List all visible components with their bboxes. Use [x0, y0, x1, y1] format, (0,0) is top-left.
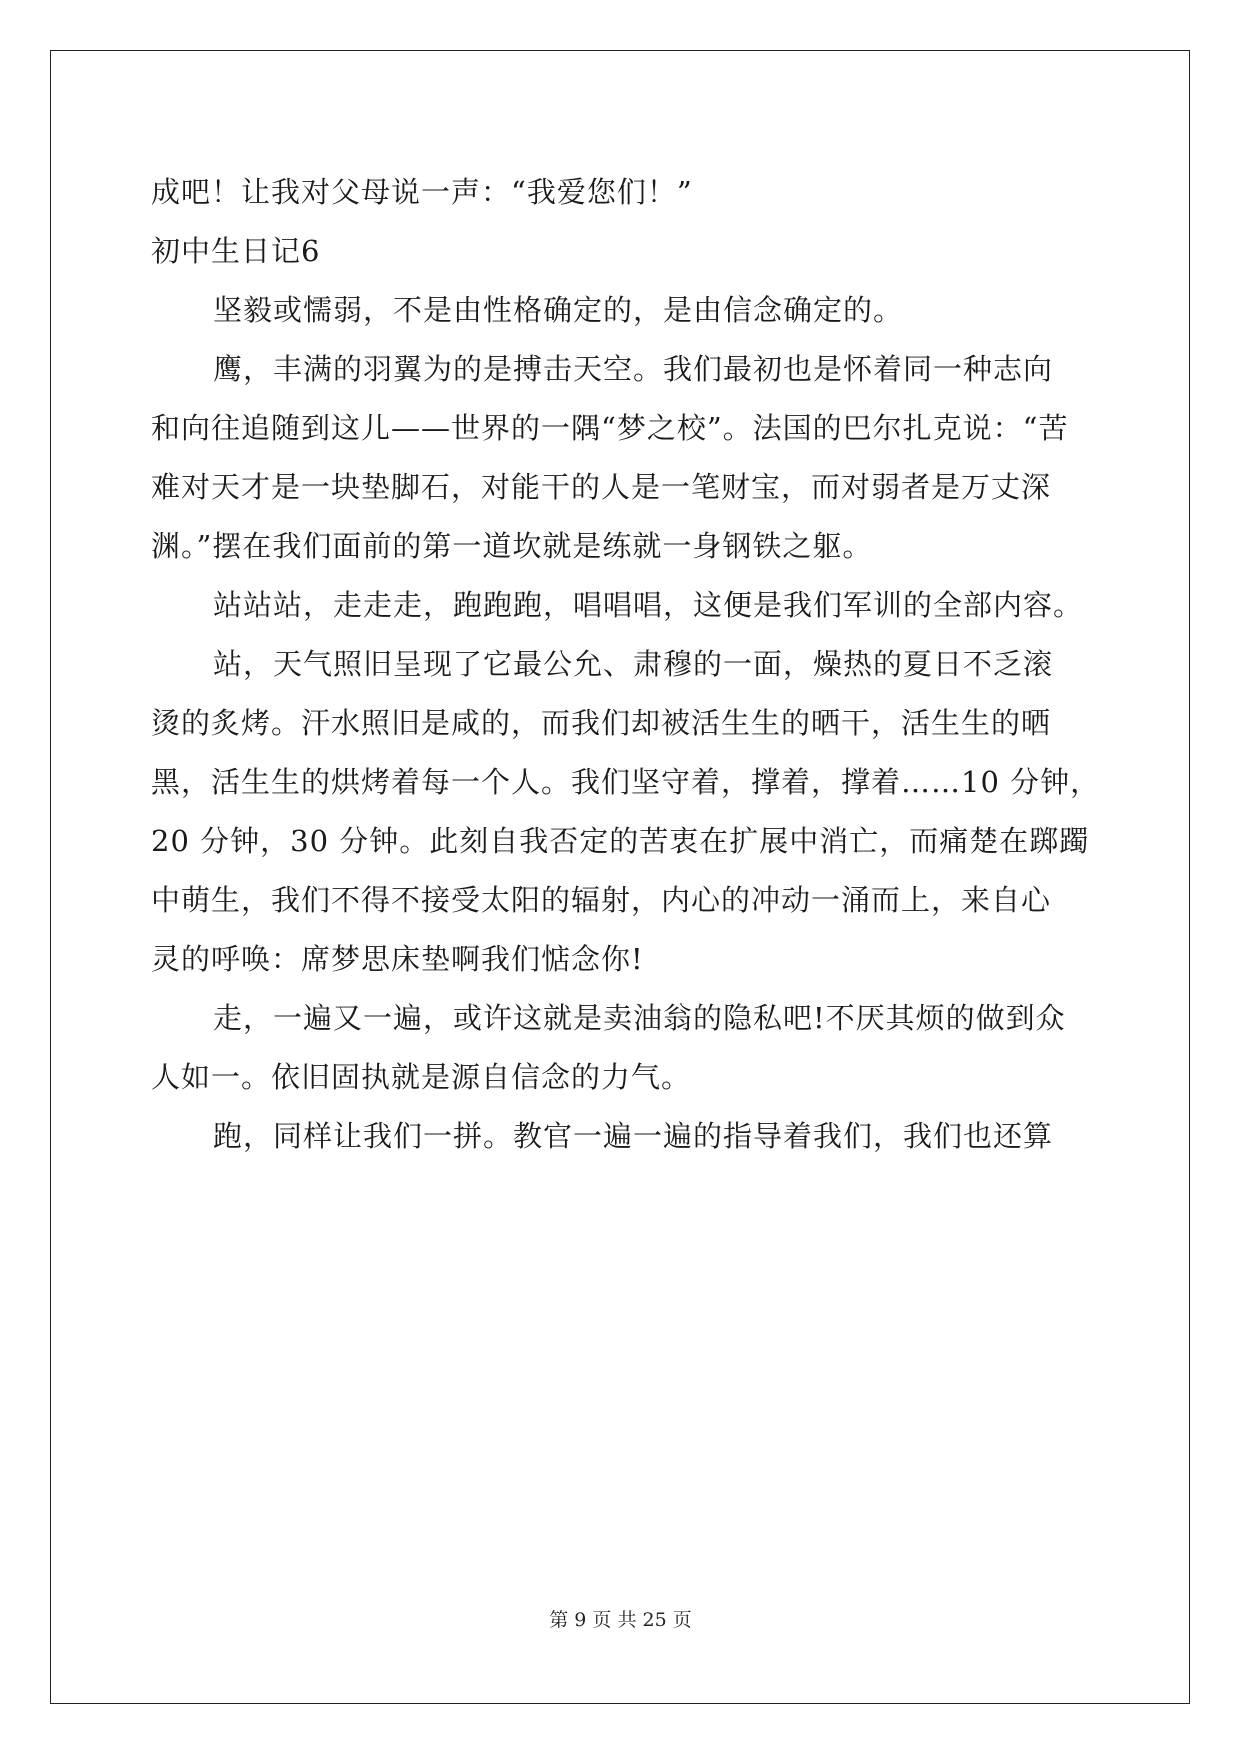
text-line: 人如一。依旧固执就是源自信念的力气。	[151, 1060, 692, 1094]
text-line: 20 分钟，30 分钟。此刻自我否定的苦衷在扩展中消亡，而痛楚在踯躅	[151, 824, 1090, 858]
text-line: 灵的呼唤：席梦思床垫啊我们惦念你!	[151, 942, 644, 976]
paragraph-start: 走，一遍又一遍，或许这就是卖油翁的隐私吧!不厌其烦的做到众	[213, 1001, 1066, 1035]
text-line: 黑，活生生的烘烤着每一个人。我们坚守着，撑着，撑着……10 分钟，	[151, 765, 1101, 799]
text-line: 和向往追随到这儿——世界的一隅“梦之校”。法国的巴尔扎克说：“苦	[151, 411, 1069, 445]
diary-title: 初中生日记6	[151, 234, 321, 268]
text-line: 难对天才是一块垫脚石，对能干的人是一笔财宝，而对弱者是万丈深	[151, 470, 1052, 504]
text-line: 成吧！让我对父母说一声：“我爱您们！”	[151, 175, 693, 209]
paragraph-start: 站，天气照旧呈现了它最公允、肃穆的一面，燥热的夏日不乏滚	[213, 647, 1054, 681]
paragraph-start: 跑，同样让我们一拼。教官一遍一遍的指导着我们，我们也还算	[213, 1119, 1054, 1153]
text-line: 中萌生，我们不得不接受太阳的辐射，内心的冲动一涌而上，来自心	[151, 883, 1052, 917]
text-line: 烫的炙烤。汗水照旧是咸的，而我们却被活生生的晒干，活生生的晒	[151, 706, 1052, 740]
paragraph-start: 坚毅或懦弱，不是由性格确定的，是由信念确定的。	[213, 293, 904, 327]
document-body	[151, 163, 1101, 1166]
page-number-footer: 第 9 页 共 25 页	[549, 1609, 692, 1631]
paragraph-start: 站站站，走走走，跑跑跑，唱唱唱，这便是我们军训的全部内容。	[213, 588, 1084, 622]
text-line: 渊。”摆在我们面前的第一道坎就是练就一身钢铁之躯。	[151, 529, 873, 563]
paragraph-start: 鹰，丰满的羽翼为的是搏击天空。我们最初也是怀着同一种志向	[213, 352, 1054, 386]
